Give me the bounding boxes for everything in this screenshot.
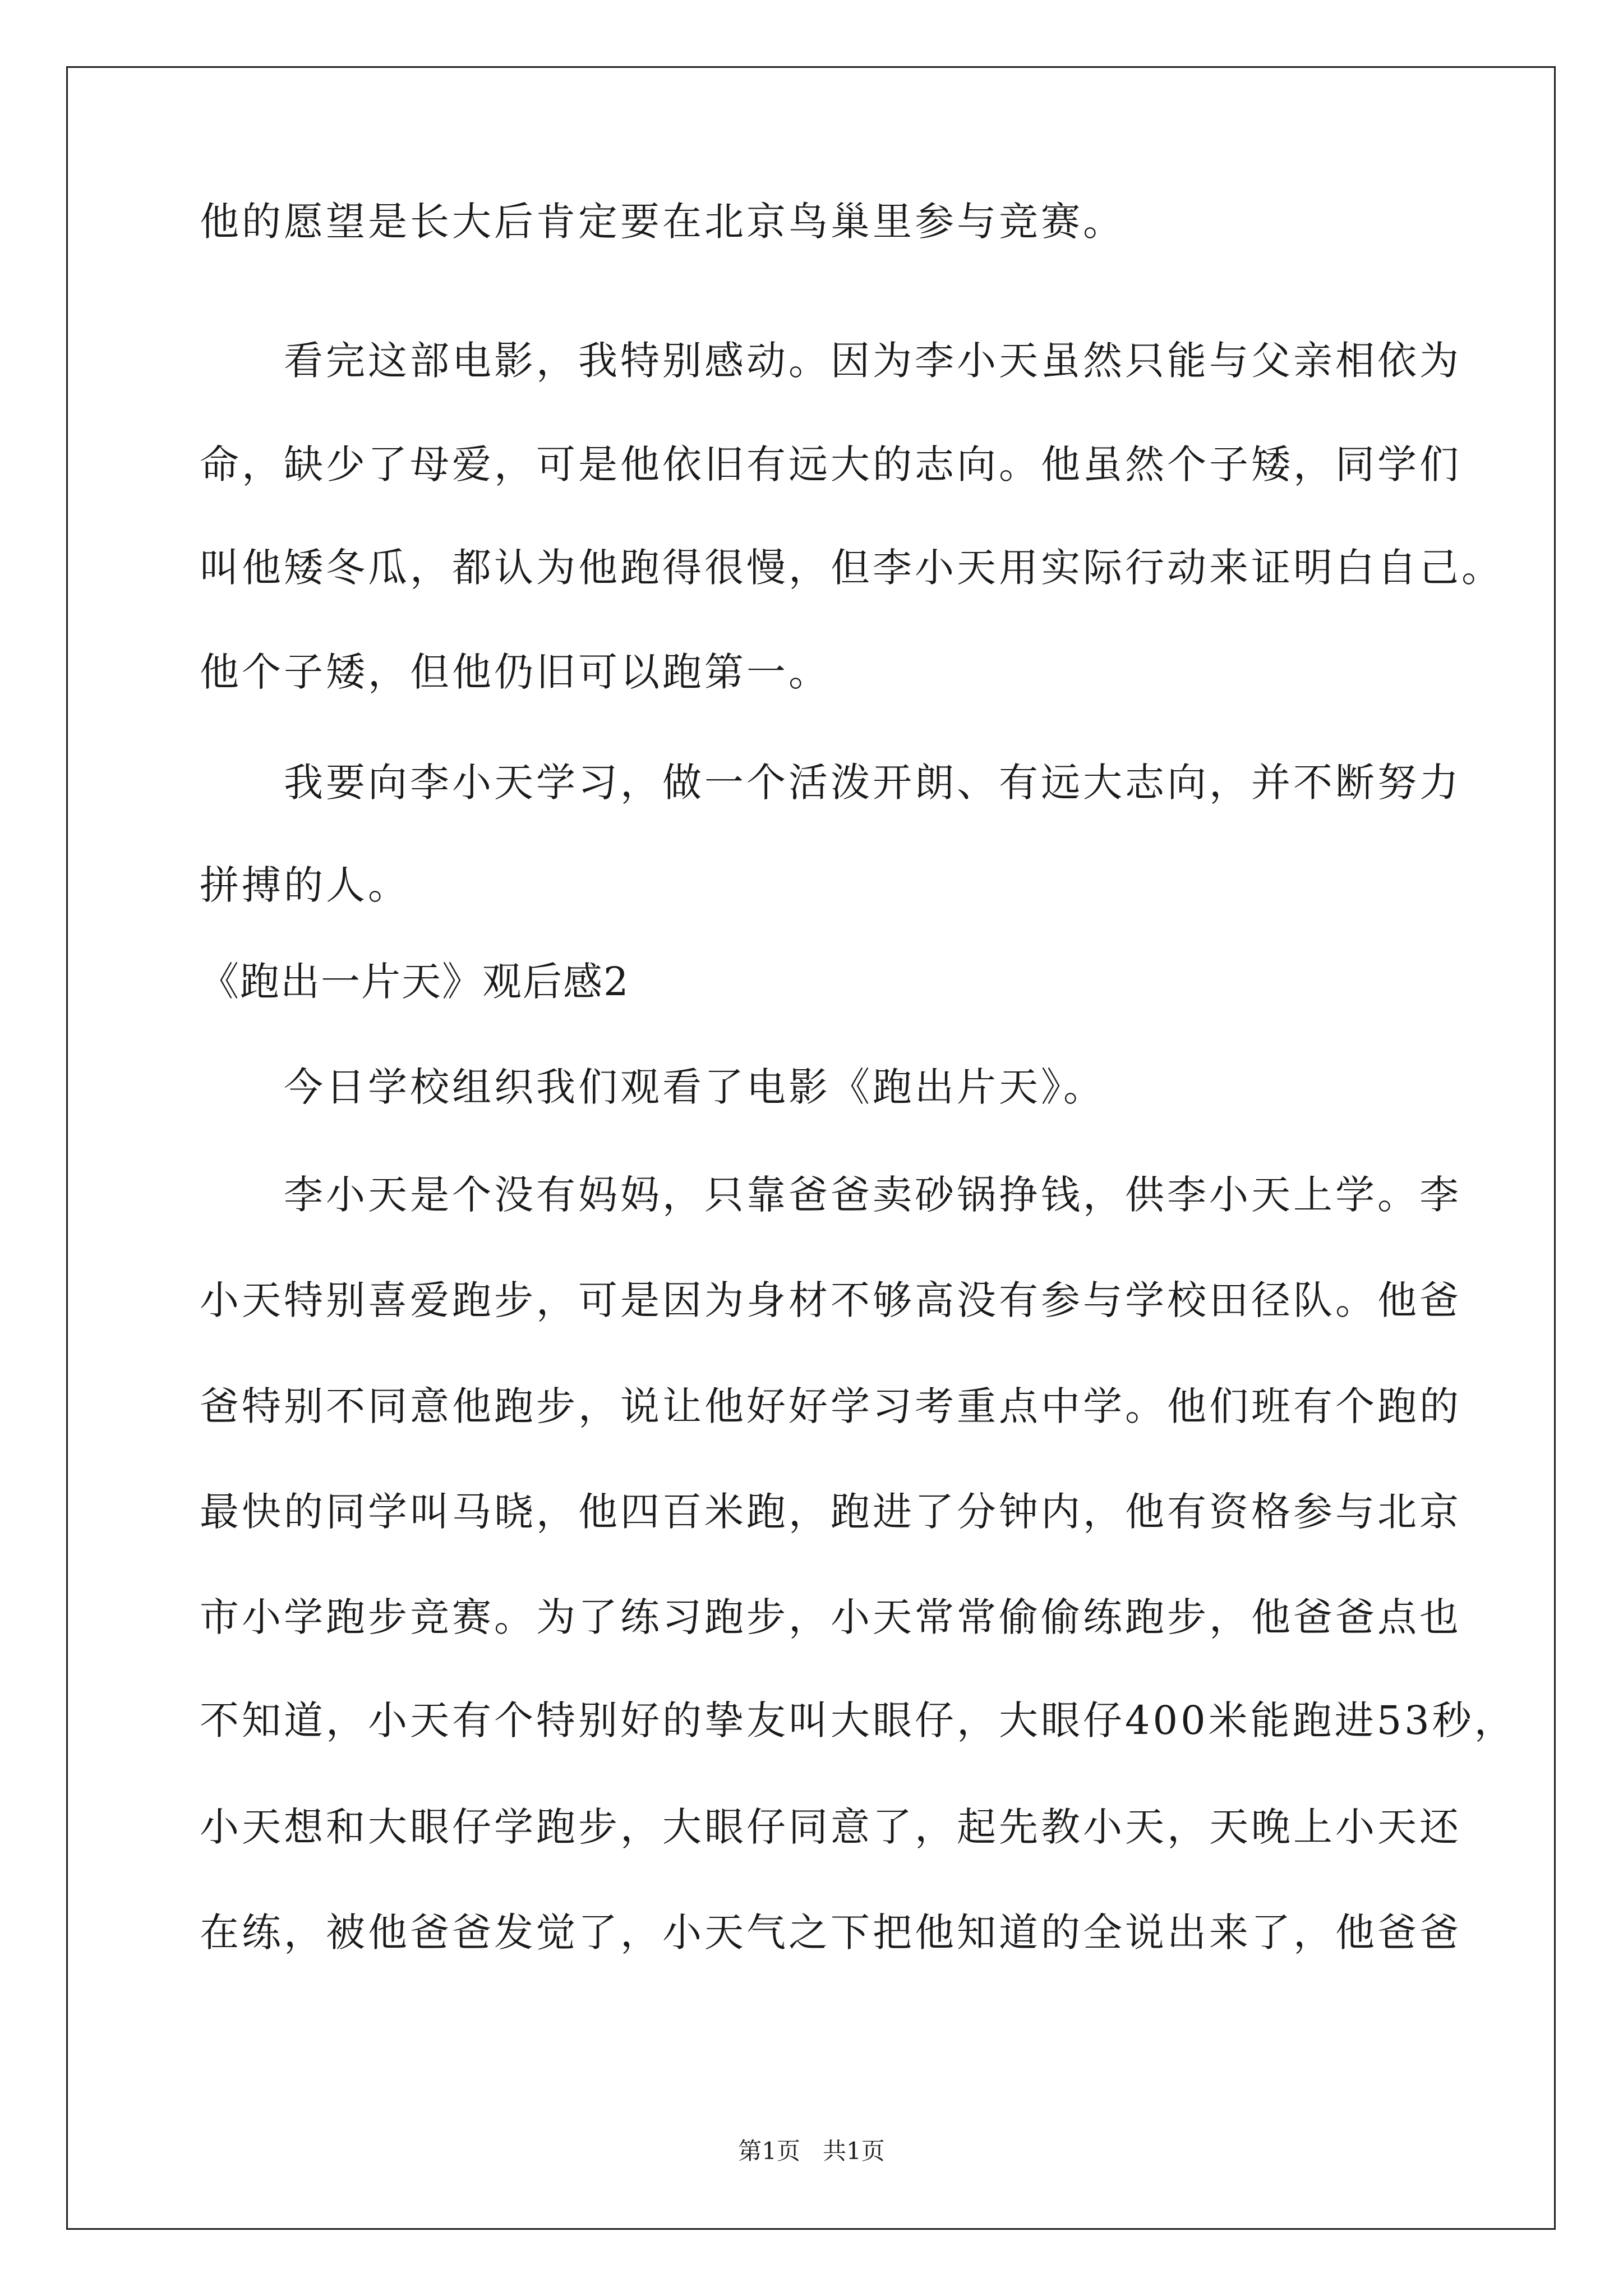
text-line: 叫他矮冬瓜，都认为他跑得很慢，但李小天用实际行动来证明白自己。 (200, 545, 1504, 591)
text-line: 他个子矮，但他仍旧可以跑第一。 (200, 649, 831, 695)
page-border (66, 66, 1556, 2230)
page-footer (0, 2133, 1623, 2166)
text-line: 市小学跑步竞赛。为了练习跑步，小天常常偷偷练跑步，他爸爸点也 (200, 1594, 1461, 1640)
text-line: 命，缺少了母爱，可是他依旧有远大的志向。他虽然个子矮，同学们 (200, 441, 1461, 487)
paragraph-line: 李小天是个没有妈妈，只靠爸爸卖砂锅挣钱，供李小天上学。李 (284, 1172, 1461, 1218)
text-line: 不知道，小天有个特别好的挚友叫大眼仔，大眼仔400米能跑进53秒， (200, 1697, 1516, 1743)
page-total: 共1页 (823, 2137, 885, 2165)
text-line: 小天想和大眼仔学跑步，大眼仔同意了，起先教小天，天晚上小天还 (200, 1804, 1461, 1850)
paragraph-line: 今日学校组织我们观看了电影《跑出片天》。 (284, 1064, 1105, 1110)
text-line: 他的愿望是长大后肯定要在北京鸟巢里参与竞赛。 (200, 199, 1125, 245)
text-line: 爸特别不同意他跑步，说让他好好学习考重点中学。他们班有个跑的 (200, 1383, 1461, 1429)
paragraph-line: 我要向李小天学习，做一个活泼开朗、有远大志向，并不断努力 (284, 760, 1461, 806)
text-line: 拼搏的人。 (200, 862, 410, 908)
page-number: 第1页 (738, 2137, 800, 2165)
text-line: 最快的同学叫马晓，他四百米跑，跑进了分钟内，他有资格参与北京 (200, 1489, 1461, 1535)
text-line: 小天特别喜爱跑步，可是因为身材不够高没有参与学校田径队。他爸 (200, 1277, 1461, 1323)
text-line: 在练，被他爸爸发觉了，小天气之下把他知道的全说出来了，他爸爸 (200, 1910, 1461, 1955)
paragraph-line: 看完这部电影，我特别感动。因为李小天虽然只能与父亲相依为 (284, 338, 1461, 384)
section-heading: 《跑出一片天》观后感2 (200, 959, 630, 1005)
